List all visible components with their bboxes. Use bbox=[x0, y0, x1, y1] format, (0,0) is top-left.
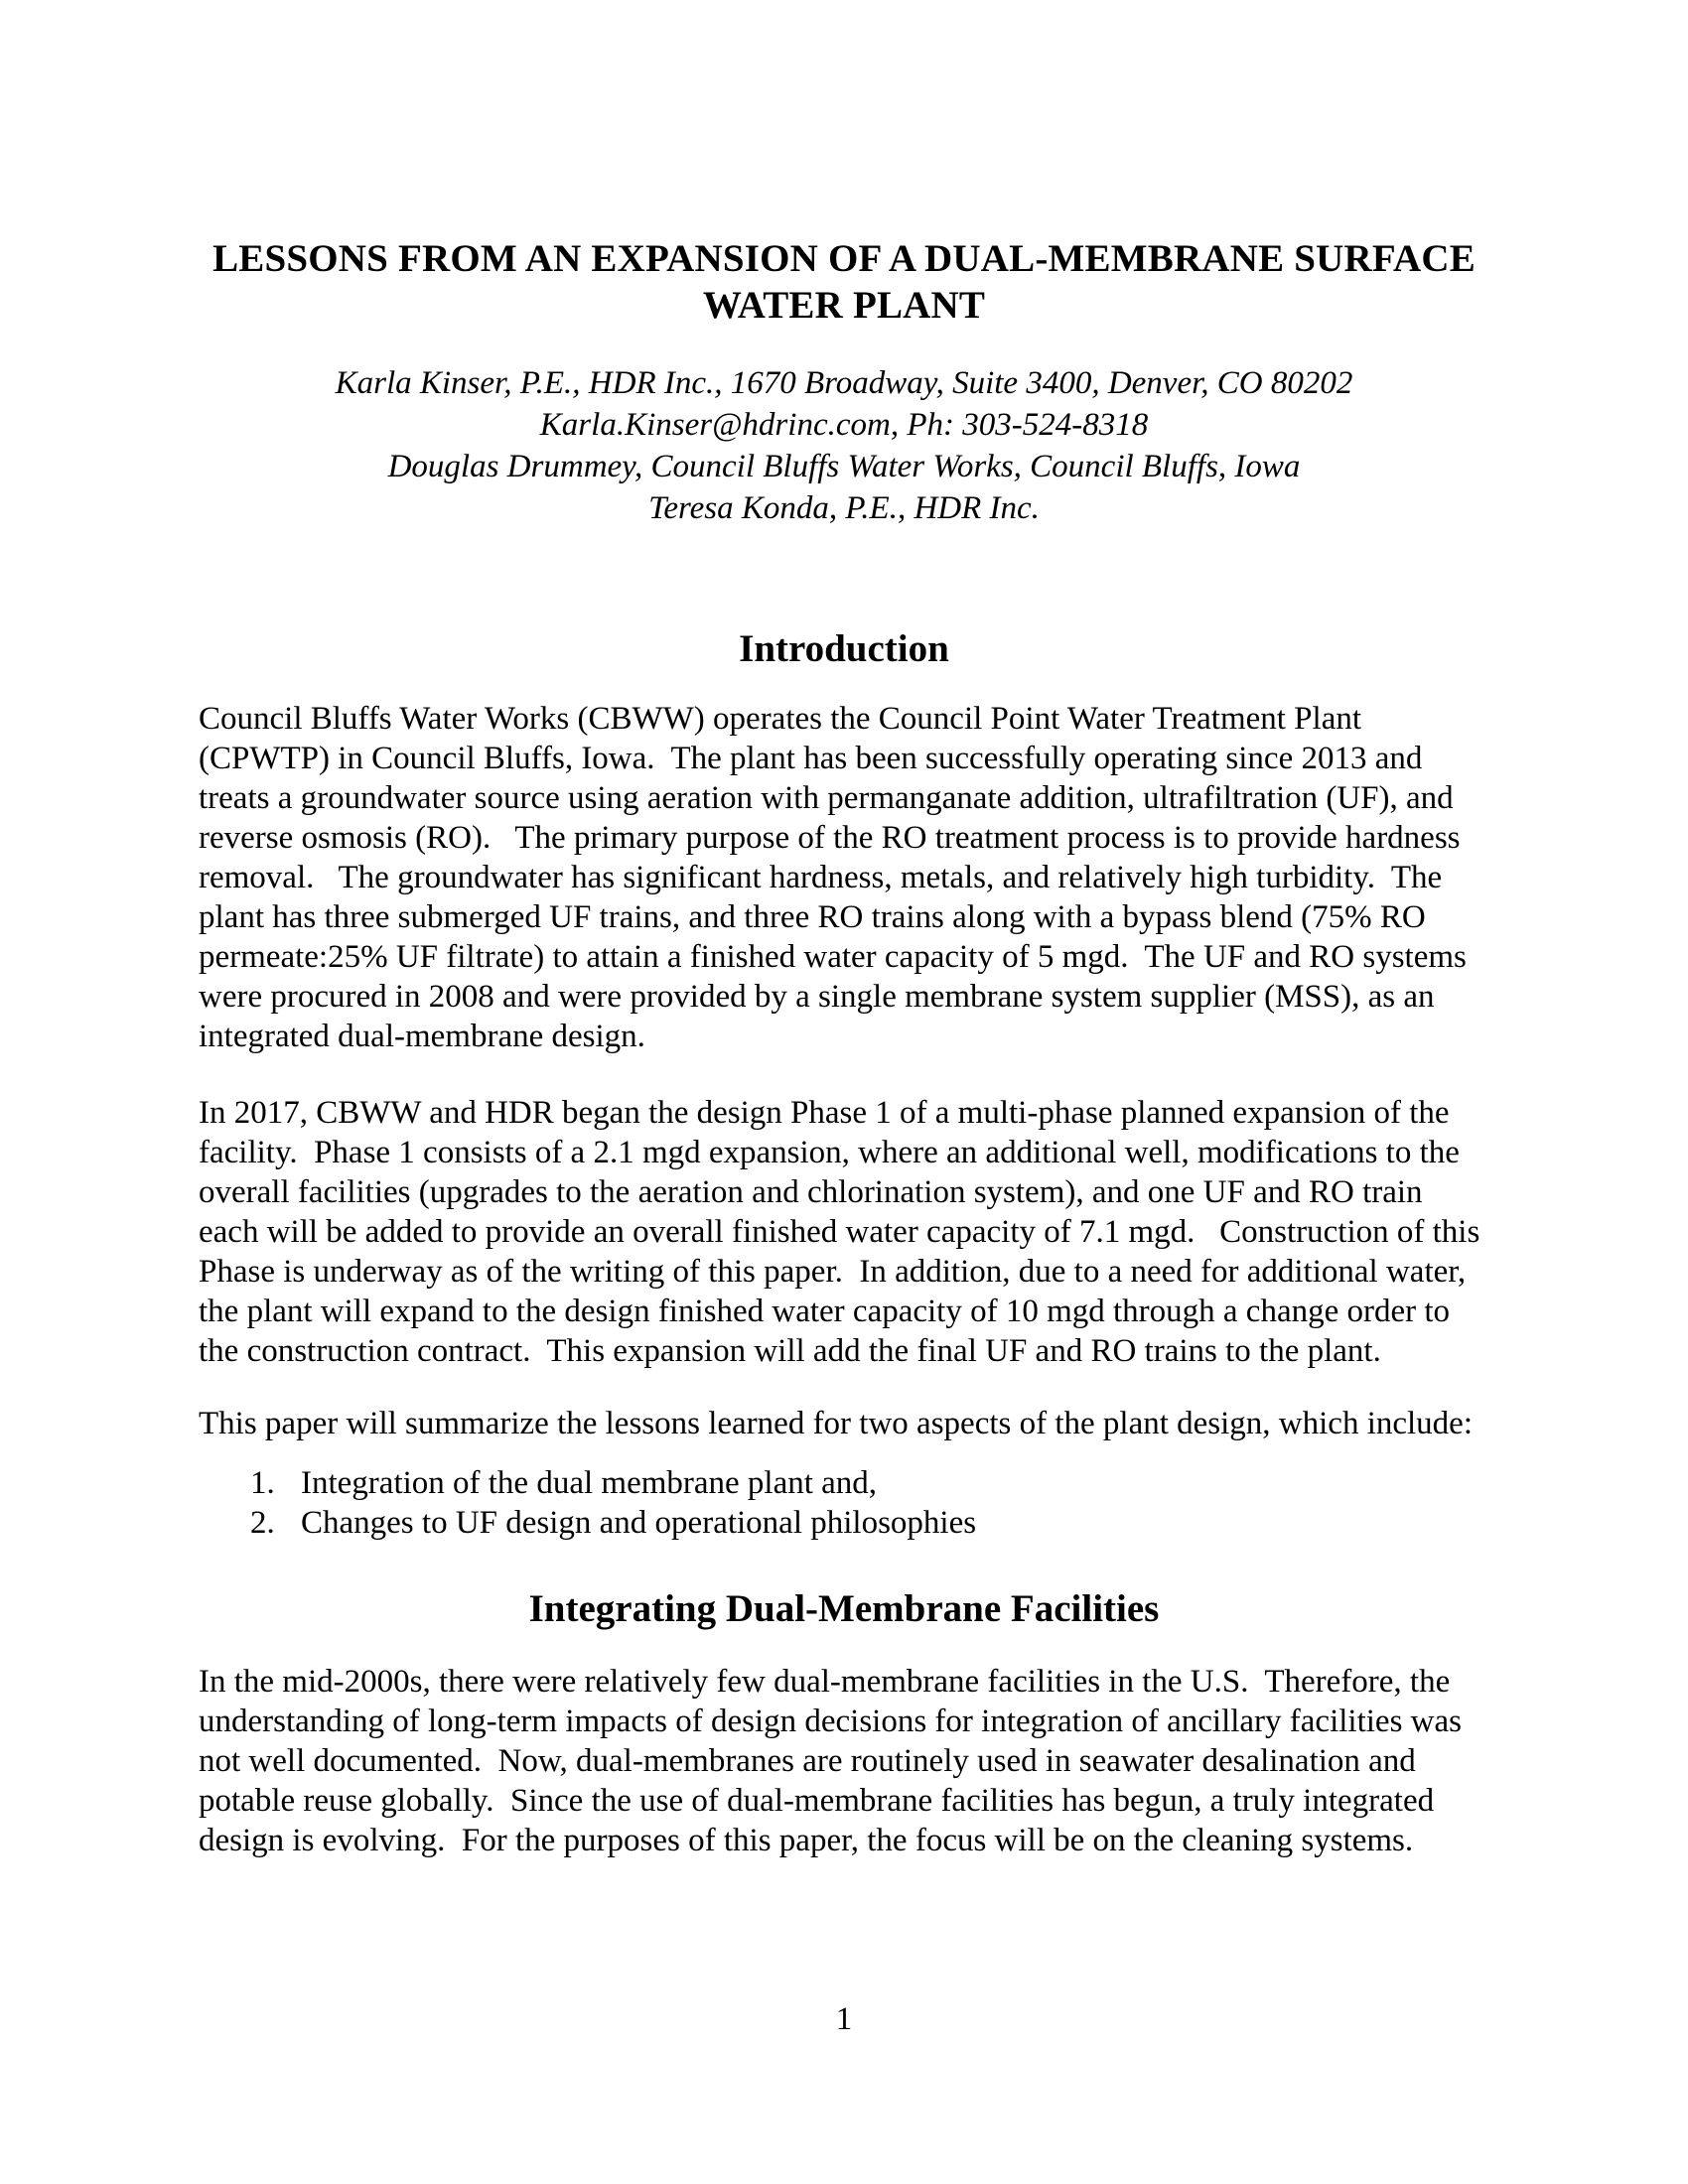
paragraph-intro-1: Council Bluffs Water Works (CBWW) operates the Council Point Water Treatment Plant (CPWTP) in Council Bluffs, Iowa. The plant has been successfully operating since 2013 and treats a groundwater source using aeration with permanganate addition, ultrafiltration (UF), and reverse osmosis (RO). The primary purpose of the RO treatment process is to provide hardness removal. The groundwater has significant hardness, metals, and relatively high turbidity. The plant has three submerged UF trains, and three RO trains along with a bypass blend (75% RO permeate:25% UF filtrate) to attain a finished water capacity of 5 mgd. The UF and RO systems were procured in 2008 and were provided by a single membrane system supplier (MSS), as an integrated dual-membrane design. bbox=[199, 701, 1476, 1054]
section-heading-integrating-dual-membrane-facilities: Integrating Dual-Membrane Facilities bbox=[528, 1587, 1160, 1630]
list-item-text: Integration of the dual membrane plant and, bbox=[301, 1465, 878, 1501]
list-item-number: 1. bbox=[250, 1465, 275, 1501]
numbered-list bbox=[250, 1463, 1489, 1543]
list-item-number: 2. bbox=[250, 1505, 275, 1541]
author-line-1: Karla Kinser, P.E., HDR Inc., 1670 Broadway, Suite 3400, Denver, CO 80202 bbox=[335, 365, 1353, 401]
paper-title bbox=[199, 235, 1489, 329]
section-heading-introduction: Introduction bbox=[739, 627, 949, 670]
page-number: 1 bbox=[835, 2001, 853, 2037]
paragraph-intro-3: This paper will summarize the lessons learned for two aspects of the plant design, which include: bbox=[199, 1406, 1473, 1441]
paper-title-line-1: LESSONS FROM AN EXPANSION OF A DUAL-MEMBRANE SURFACE bbox=[212, 237, 1476, 280]
paper-title-line-2: WATER PLANT bbox=[702, 284, 986, 327]
author-block bbox=[199, 362, 1489, 529]
paragraph-intro-2: In 2017, CBWW and HDR began the design Phase 1 of a multi-phase planned expansion of the facility. Phase 1 consists of a 2.1 mgd expansion, where an additional well, modifications to the overall facilities (upgrades to the aeration and chlorination system), and one UF and RO train each will be added to provide an overall finished water capacity of 7.1 mgd. Construction of this Phase is underway as of the writing of this paper. In addition, due to a need for additional water, the plant will expand to the design finished water capacity of 10 mgd through a change order to the construction contract. This expansion will add the final UF and RO trains to the plant. bbox=[199, 1095, 1488, 1369]
numbered-list-item-2 bbox=[250, 1503, 1489, 1543]
author-line-4: Teresa Konda, P.E., HDR Inc. bbox=[648, 490, 1040, 526]
author-line-3: Douglas Drummey, Council Bluffs Water Works, Council Bluffs, Iowa bbox=[387, 449, 1301, 484]
numbered-list-item-1 bbox=[250, 1463, 1489, 1503]
paragraph-integrating-1: In the mid-2000s, there were relatively few dual-membrane facilities in the U.S. Therefore, the understanding of long-term impacts of design decisions for integration of ancillary facilities was not well documented. Now, dual-membranes are routinely used in seawater desalination and potable reuse globally. Since the use of dual-membrane facilities has begun, a truly integrated design is evolving. For the purposes of this paper, the focus will be on the cleaning systems. bbox=[199, 1664, 1471, 1858]
list-item-text: Changes to UF design and operational philosophies bbox=[301, 1505, 977, 1541]
author-line-2: Karla.Kinser@hdrinc.com, Ph: 303-524-8318 bbox=[539, 407, 1149, 443]
